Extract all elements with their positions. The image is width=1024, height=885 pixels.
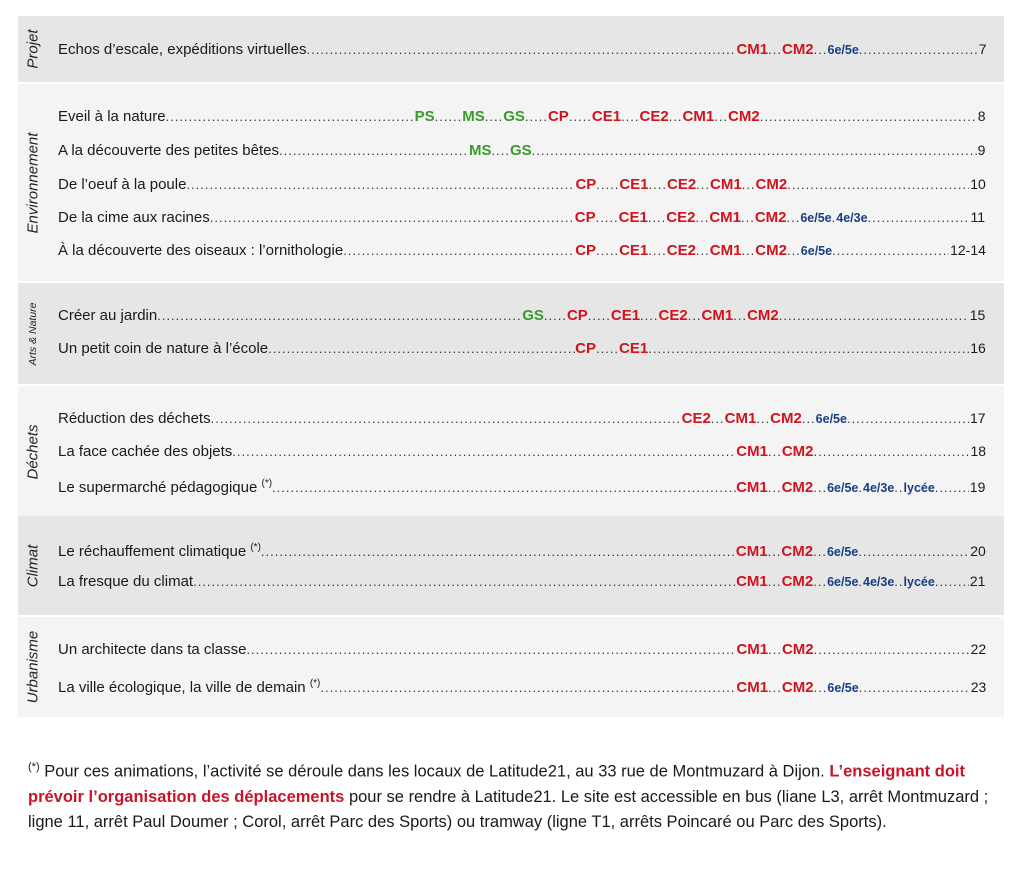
page-number: 17	[969, 410, 986, 426]
section-rows	[48, 16, 1004, 82]
section-label: Arts & Nature	[27, 301, 39, 366]
grade-levels	[736, 39, 858, 60]
page-number: 8	[977, 108, 986, 124]
level-separator: ...	[767, 574, 782, 589]
dot-leader	[868, 207, 970, 228]
level-separator: ...	[696, 177, 711, 192]
grade-level: CM2	[728, 108, 760, 125]
grade-level: GS	[509, 142, 532, 159]
page-number: 21	[969, 573, 986, 589]
footnote-text-after: pour se rendre à Latitude21. Le site est accessible en bus (liane L3, arrêt Montmuzard ; ligne 11, arrêt Paul Doumer ; Corol, arrêt Parc des Sports) ou tramway (ligne T1, arrêts Poincaré ou Parc des Sports).	[28, 787, 989, 831]
grade-level: CE1	[610, 307, 641, 324]
grade-level: 6e/5e	[826, 545, 859, 559]
dot-leader	[532, 140, 977, 161]
section-2	[18, 283, 1004, 384]
activity-title	[58, 639, 246, 660]
activity-title-text: Eveil à la nature	[58, 108, 166, 125]
grade-levels	[736, 441, 813, 462]
level-separator: ..	[894, 480, 904, 495]
level-separator: .	[831, 210, 837, 225]
grade-level: MS	[468, 142, 492, 159]
dot-leader	[832, 240, 949, 261]
level-separator: ...	[668, 109, 683, 124]
grade-level: CM1	[736, 679, 769, 695]
page-number: 7	[978, 41, 987, 57]
dot-leader	[272, 477, 736, 495]
grade-level: 6e/5e	[800, 211, 832, 225]
grade-level: CP	[566, 307, 588, 324]
grade-level: CE1	[591, 108, 622, 125]
grade-level: 6e/5e	[827, 681, 859, 695]
section-3	[18, 386, 1004, 517]
page-number: 22	[970, 641, 987, 657]
activity-title-text: Un petit coin de nature à l’école	[58, 340, 269, 357]
level-separator: ...	[767, 480, 782, 495]
grade-level: CE1	[619, 242, 649, 259]
grade-level: CM2	[781, 443, 814, 460]
section-5	[18, 617, 1004, 717]
grade-levels	[736, 541, 858, 559]
dot-leader	[232, 441, 736, 462]
activity-title	[58, 106, 166, 127]
toc-row	[58, 537, 987, 559]
level-separator: .....	[596, 177, 620, 192]
grade-level: 6e/5e	[827, 43, 859, 57]
dot-leader	[847, 408, 969, 429]
section-side	[18, 16, 48, 82]
level-separator: ......	[434, 109, 463, 124]
grade-level: CM1	[736, 41, 769, 58]
level-separator: .....	[595, 210, 619, 225]
grade-levels	[522, 305, 779, 326]
grade-level: CE2	[666, 209, 696, 226]
toc-row	[58, 239, 987, 261]
dot-leader	[246, 639, 736, 660]
page-number: 12-14	[950, 242, 986, 258]
dot-leader	[193, 571, 736, 592]
grade-level: 6e/5e	[827, 575, 859, 589]
activity-title-text: Echos d’escale, expéditions virtuelles	[58, 41, 307, 58]
level-separator: ....	[621, 109, 640, 124]
grade-levels	[736, 477, 935, 495]
grade-level: CM1	[735, 543, 768, 559]
activity-title	[58, 408, 211, 429]
toc-row	[58, 440, 987, 462]
level-separator: ...	[767, 444, 782, 459]
dot-leader	[648, 338, 969, 359]
grade-level: CM2	[747, 307, 779, 324]
section-1	[18, 84, 1004, 281]
grade-level: CM2	[781, 543, 814, 559]
footnote-marker: (*)	[309, 678, 321, 689]
grade-level: CM1	[709, 242, 742, 259]
grade-level: CE2	[639, 108, 669, 125]
page-number: 19	[969, 479, 986, 495]
grade-level: CM1	[724, 410, 757, 427]
toc-row	[58, 38, 987, 60]
page-number: 11	[970, 209, 986, 225]
grade-level: CM2	[754, 209, 787, 226]
level-separator: .....	[587, 308, 611, 323]
grade-levels	[575, 207, 868, 228]
toc-row	[58, 473, 987, 495]
dot-leader	[859, 677, 970, 695]
grade-level: CP	[575, 242, 597, 259]
dot-leader	[279, 140, 469, 161]
level-separator: ...	[786, 243, 801, 258]
activity-title-text: Un architecte dans ta classe	[58, 641, 247, 658]
section-label: Déchets	[24, 423, 42, 480]
grade-level: CM1	[709, 209, 741, 226]
grade-level: 6e/5e	[827, 481, 859, 495]
level-separator: ...	[768, 42, 782, 57]
level-separator: ...	[813, 544, 827, 559]
dot-leader	[859, 39, 978, 60]
section-side	[18, 617, 48, 717]
level-separator: ...	[786, 210, 801, 225]
grade-level: MS	[462, 108, 485, 125]
grade-level: CM1	[736, 479, 768, 495]
activity-title	[58, 673, 320, 695]
activity-title	[58, 39, 306, 60]
grade-levels	[736, 677, 858, 695]
level-separator: ...	[801, 411, 816, 426]
dot-leader	[935, 477, 969, 495]
activity-title-text: Le réchauffement climatique	[58, 543, 247, 559]
level-separator: ....	[648, 243, 667, 258]
level-separator: .....	[543, 308, 567, 323]
dot-leader	[261, 541, 736, 559]
grade-levels	[682, 408, 847, 429]
level-separator: .	[858, 574, 864, 589]
dot-leader	[320, 677, 736, 695]
level-separator: ....	[484, 109, 504, 124]
page-number: 10	[970, 176, 986, 192]
footnote-marker: (*)	[28, 761, 40, 773]
grade-level: 4e/3e	[863, 481, 895, 495]
dot-leader	[186, 174, 575, 195]
grade-level: CM2	[781, 41, 814, 58]
dot-leader	[306, 39, 736, 60]
grade-level: CE2	[666, 242, 696, 259]
section-label: Projet	[24, 29, 42, 69]
footnote-marker: (*)	[250, 542, 261, 553]
toc-row	[58, 206, 987, 228]
level-separator: ..	[894, 574, 904, 589]
grade-level: CM2	[781, 573, 814, 590]
grade-level: CP	[575, 340, 596, 357]
grade-levels	[736, 571, 935, 592]
level-separator: ...	[813, 480, 828, 495]
grade-level: CP	[574, 209, 596, 226]
dot-leader	[157, 305, 522, 326]
page-number: 18	[970, 443, 987, 459]
level-separator: ...	[687, 308, 702, 323]
page-number: 20	[970, 543, 986, 559]
section-label: Urbanisme	[24, 630, 42, 704]
level-separator: ...	[741, 177, 756, 192]
grade-levels	[575, 174, 787, 195]
toc-row	[58, 139, 987, 161]
level-separator: .....	[524, 109, 548, 124]
level-separator: ...	[768, 680, 782, 695]
activity-title	[58, 174, 186, 195]
toc-row	[58, 638, 987, 660]
grade-level: CM1	[736, 641, 769, 658]
grade-level: CM2	[755, 242, 787, 259]
grade-level: CE1	[619, 340, 649, 357]
dot-leader	[787, 174, 969, 195]
grade-level: CM1	[701, 307, 734, 324]
grade-level: CE2	[666, 176, 697, 193]
section-side	[18, 516, 48, 615]
grade-level: GS	[503, 108, 525, 125]
grade-levels	[736, 639, 813, 660]
grade-level: PS	[414, 108, 435, 125]
dot-leader	[211, 408, 682, 429]
grade-level: 4e/3e	[836, 211, 868, 225]
level-separator: ...	[733, 308, 748, 323]
level-separator: ...	[695, 243, 710, 258]
toc-row	[58, 407, 987, 429]
activity-title	[58, 140, 279, 161]
dot-leader	[813, 441, 969, 462]
section-0	[18, 16, 1004, 82]
grade-level: CM2	[781, 679, 814, 695]
dot-leader	[935, 571, 969, 592]
grade-level: CM2	[755, 176, 788, 193]
footnote-marker: (*)	[261, 478, 273, 489]
dot-leader	[760, 106, 977, 127]
activity-title-text: Réduction des déchets	[58, 410, 211, 427]
page-number: 15	[969, 307, 986, 323]
activity-title-text: A la découverte des petites bêtes	[58, 142, 279, 159]
activity-title	[58, 338, 268, 359]
activity-title	[58, 240, 343, 261]
level-separator: ....	[648, 177, 667, 192]
activity-title	[58, 441, 232, 462]
dot-leader	[814, 639, 970, 660]
footnote	[28, 755, 996, 835]
activity-title-text: De la cime aux racines	[58, 209, 210, 226]
grade-level: CM2	[770, 410, 802, 427]
section-rows	[48, 84, 1004, 281]
grade-level: lycée	[903, 481, 935, 495]
section-rows	[48, 516, 1004, 615]
activity-title	[58, 571, 193, 592]
page-number: 23	[970, 679, 987, 695]
grade-level: lycée	[903, 575, 935, 589]
page-number: 16	[970, 340, 986, 356]
grade-level: CP	[575, 176, 597, 193]
activity-title	[58, 473, 272, 495]
section-4	[18, 516, 1004, 615]
level-separator: ...	[695, 210, 710, 225]
grade-level: CE2	[658, 307, 688, 324]
level-separator: ...	[813, 574, 828, 589]
dot-leader	[268, 338, 575, 359]
grade-level: 6e/5e	[800, 244, 833, 258]
toc-row	[58, 673, 987, 695]
dot-leader	[166, 106, 415, 127]
grade-levels	[575, 338, 648, 359]
grade-level: CM2	[781, 641, 814, 658]
activity-title-text: La ville écologique, la ville de demain	[58, 679, 306, 695]
section-side	[18, 283, 48, 384]
activity-title-text: À la découverte des oiseaux : l’ornithologie	[58, 242, 344, 259]
grade-level: 6e/5e	[815, 412, 847, 426]
level-separator: ...	[767, 544, 782, 559]
section-rows	[48, 617, 1004, 717]
activity-title-text: Le supermarché pédagogique	[58, 479, 258, 495]
level-separator: ...	[741, 243, 756, 258]
level-separator: ...	[740, 210, 755, 225]
page-number: 9	[977, 142, 986, 158]
dot-leader	[779, 305, 969, 326]
grade-level: CM2	[781, 479, 814, 495]
level-separator: ....	[491, 143, 510, 158]
grade-level: CM1	[736, 573, 768, 590]
toc-row	[58, 570, 987, 592]
section-side	[18, 84, 48, 281]
section-label: Climat	[24, 544, 42, 587]
section-side	[18, 386, 48, 517]
dot-leader	[858, 541, 969, 559]
footnote-text-before: Pour ces animations, l’activité se déroule dans les locaux de Latitude21, au 33 rue de Montmuzard à Dijon.	[39, 762, 830, 781]
grade-level: 4e/3e	[863, 575, 895, 589]
grade-level: CM1	[682, 108, 715, 125]
grade-level: CM1	[736, 443, 768, 460]
grade-levels	[415, 106, 760, 127]
toc-row	[58, 173, 987, 195]
level-separator: .....	[595, 341, 620, 356]
toc-row	[58, 304, 987, 326]
activity-title	[58, 537, 261, 559]
grade-levels	[575, 240, 832, 261]
activity-title-text: La face cachée des objets	[58, 443, 233, 460]
level-separator: ...	[813, 680, 828, 695]
footnote-emphasis: L’enseignant doit prévoir l’organisation des déplacements	[28, 762, 966, 806]
activity-title-text: De l’oeuf à la poule	[58, 176, 187, 193]
section-rows	[48, 386, 1004, 517]
level-separator: ...	[710, 411, 725, 426]
grade-level: CE1	[618, 209, 648, 226]
level-separator: .	[858, 480, 863, 495]
level-separator: ...	[756, 411, 771, 426]
grade-level: CE1	[619, 176, 649, 193]
level-separator: ...	[768, 642, 782, 657]
grade-level: GS	[522, 307, 544, 324]
grade-level: CP	[547, 108, 569, 125]
section-label: Environnement	[24, 132, 42, 233]
dot-leader	[210, 207, 575, 228]
level-separator: ....	[647, 210, 667, 225]
activity-title-text: La fresque du climat	[58, 573, 194, 590]
level-separator: ...	[714, 109, 729, 124]
level-separator: .....	[596, 243, 620, 258]
grade-levels	[469, 140, 532, 161]
activity-title	[58, 305, 157, 326]
toc-row	[58, 337, 987, 359]
dot-leader	[343, 240, 575, 261]
toc-row	[58, 105, 987, 127]
level-separator: ....	[640, 308, 659, 323]
grade-level: CM1	[710, 176, 742, 193]
level-separator: ...	[813, 42, 828, 57]
section-rows	[48, 283, 1004, 384]
activity-title	[58, 207, 210, 228]
level-separator: .....	[568, 109, 592, 124]
activity-title-text: Créer au jardin	[58, 307, 158, 324]
grade-level: CE2	[681, 410, 711, 427]
